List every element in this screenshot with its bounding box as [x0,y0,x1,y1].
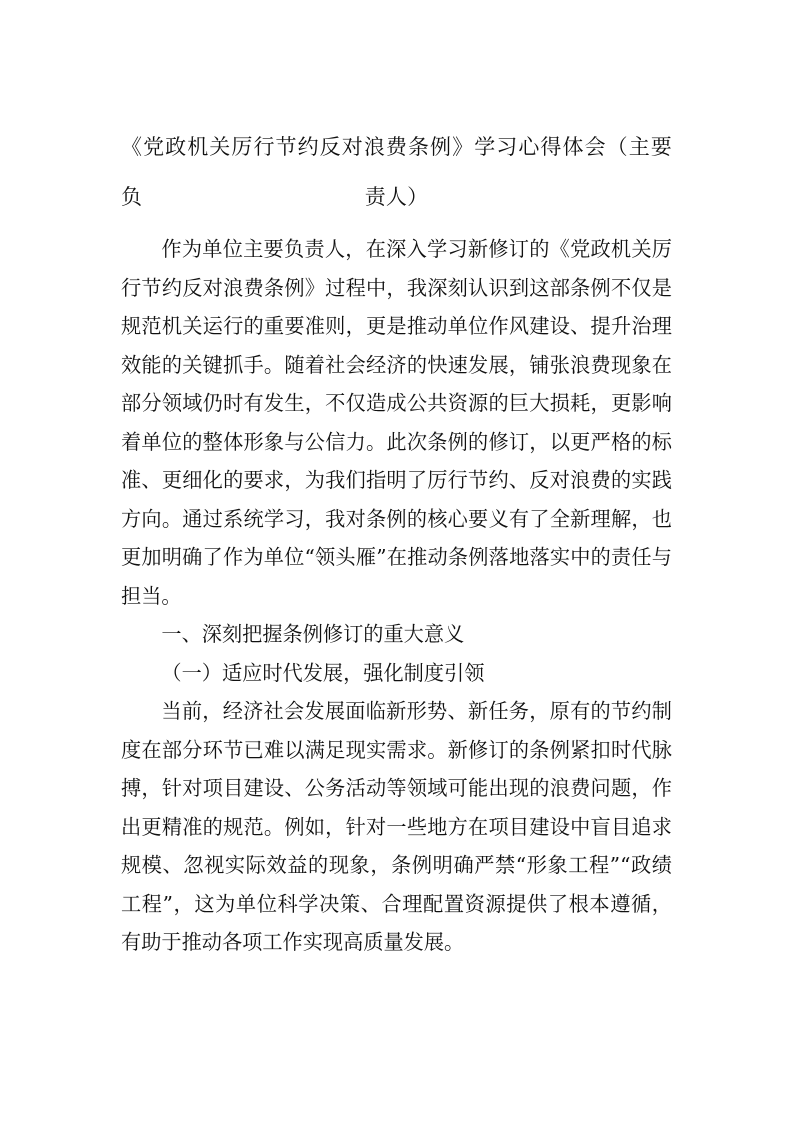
subsection-heading-1: （一）适应时代发展，强化制度引领 [161,660,485,685]
section-heading-1: 一、深刻把握条例修订的重大意义 [161,622,465,646]
intro-paragraph: 作为单位主要负责人，在深入学习新修订的《党政机关厉行节约反对浪费条例》过程中，我深刻认识到这部条例不仅是规范机关运行的重要准则，更是推动单位作风建设、提升治理效能的关键抓手。随着社会经济的快速发展，铺张浪费现象在部分领域仍时有发生，不仅造成公共资源的巨大损耗，更影响着单位的整体形象与公信力。此次条例的修订，以更严格的标准、更细化的要求，为我们指明了厉行节约、反对浪费的实践方向。通过系统学习，我对条例的核心要义有了全新理解，也更加明确了作为单位“领头雁”在推动条例落地落实中的责任与担当。 [121,237,672,608]
document-title-line-1: 《党政机关厉行节约反对浪费条例》学习心得体会（主要负 [121,135,672,209]
document-body [121,230,672,962]
subsection-paragraph-1: 当前，经济社会发展面临新形势、新任务，原有的节约制度在部分环节已难以满足现实需求。新修订的条例紧扣时代脉搏，针对项目建设、公务活动等领域可能出现的浪费问题，作出更精准的规范。例如，针对一些地方在项目建设中盲目追求规模、忽视实际效益的现象，条例明确严禁“形象工程”“政绩工程”，这为单位科学决策、合理配置资源提供了根本遵循，有助于推动各项工作实现高质量发展。 [121,699,672,954]
document-title-line-2: 责人） [364,185,429,209]
